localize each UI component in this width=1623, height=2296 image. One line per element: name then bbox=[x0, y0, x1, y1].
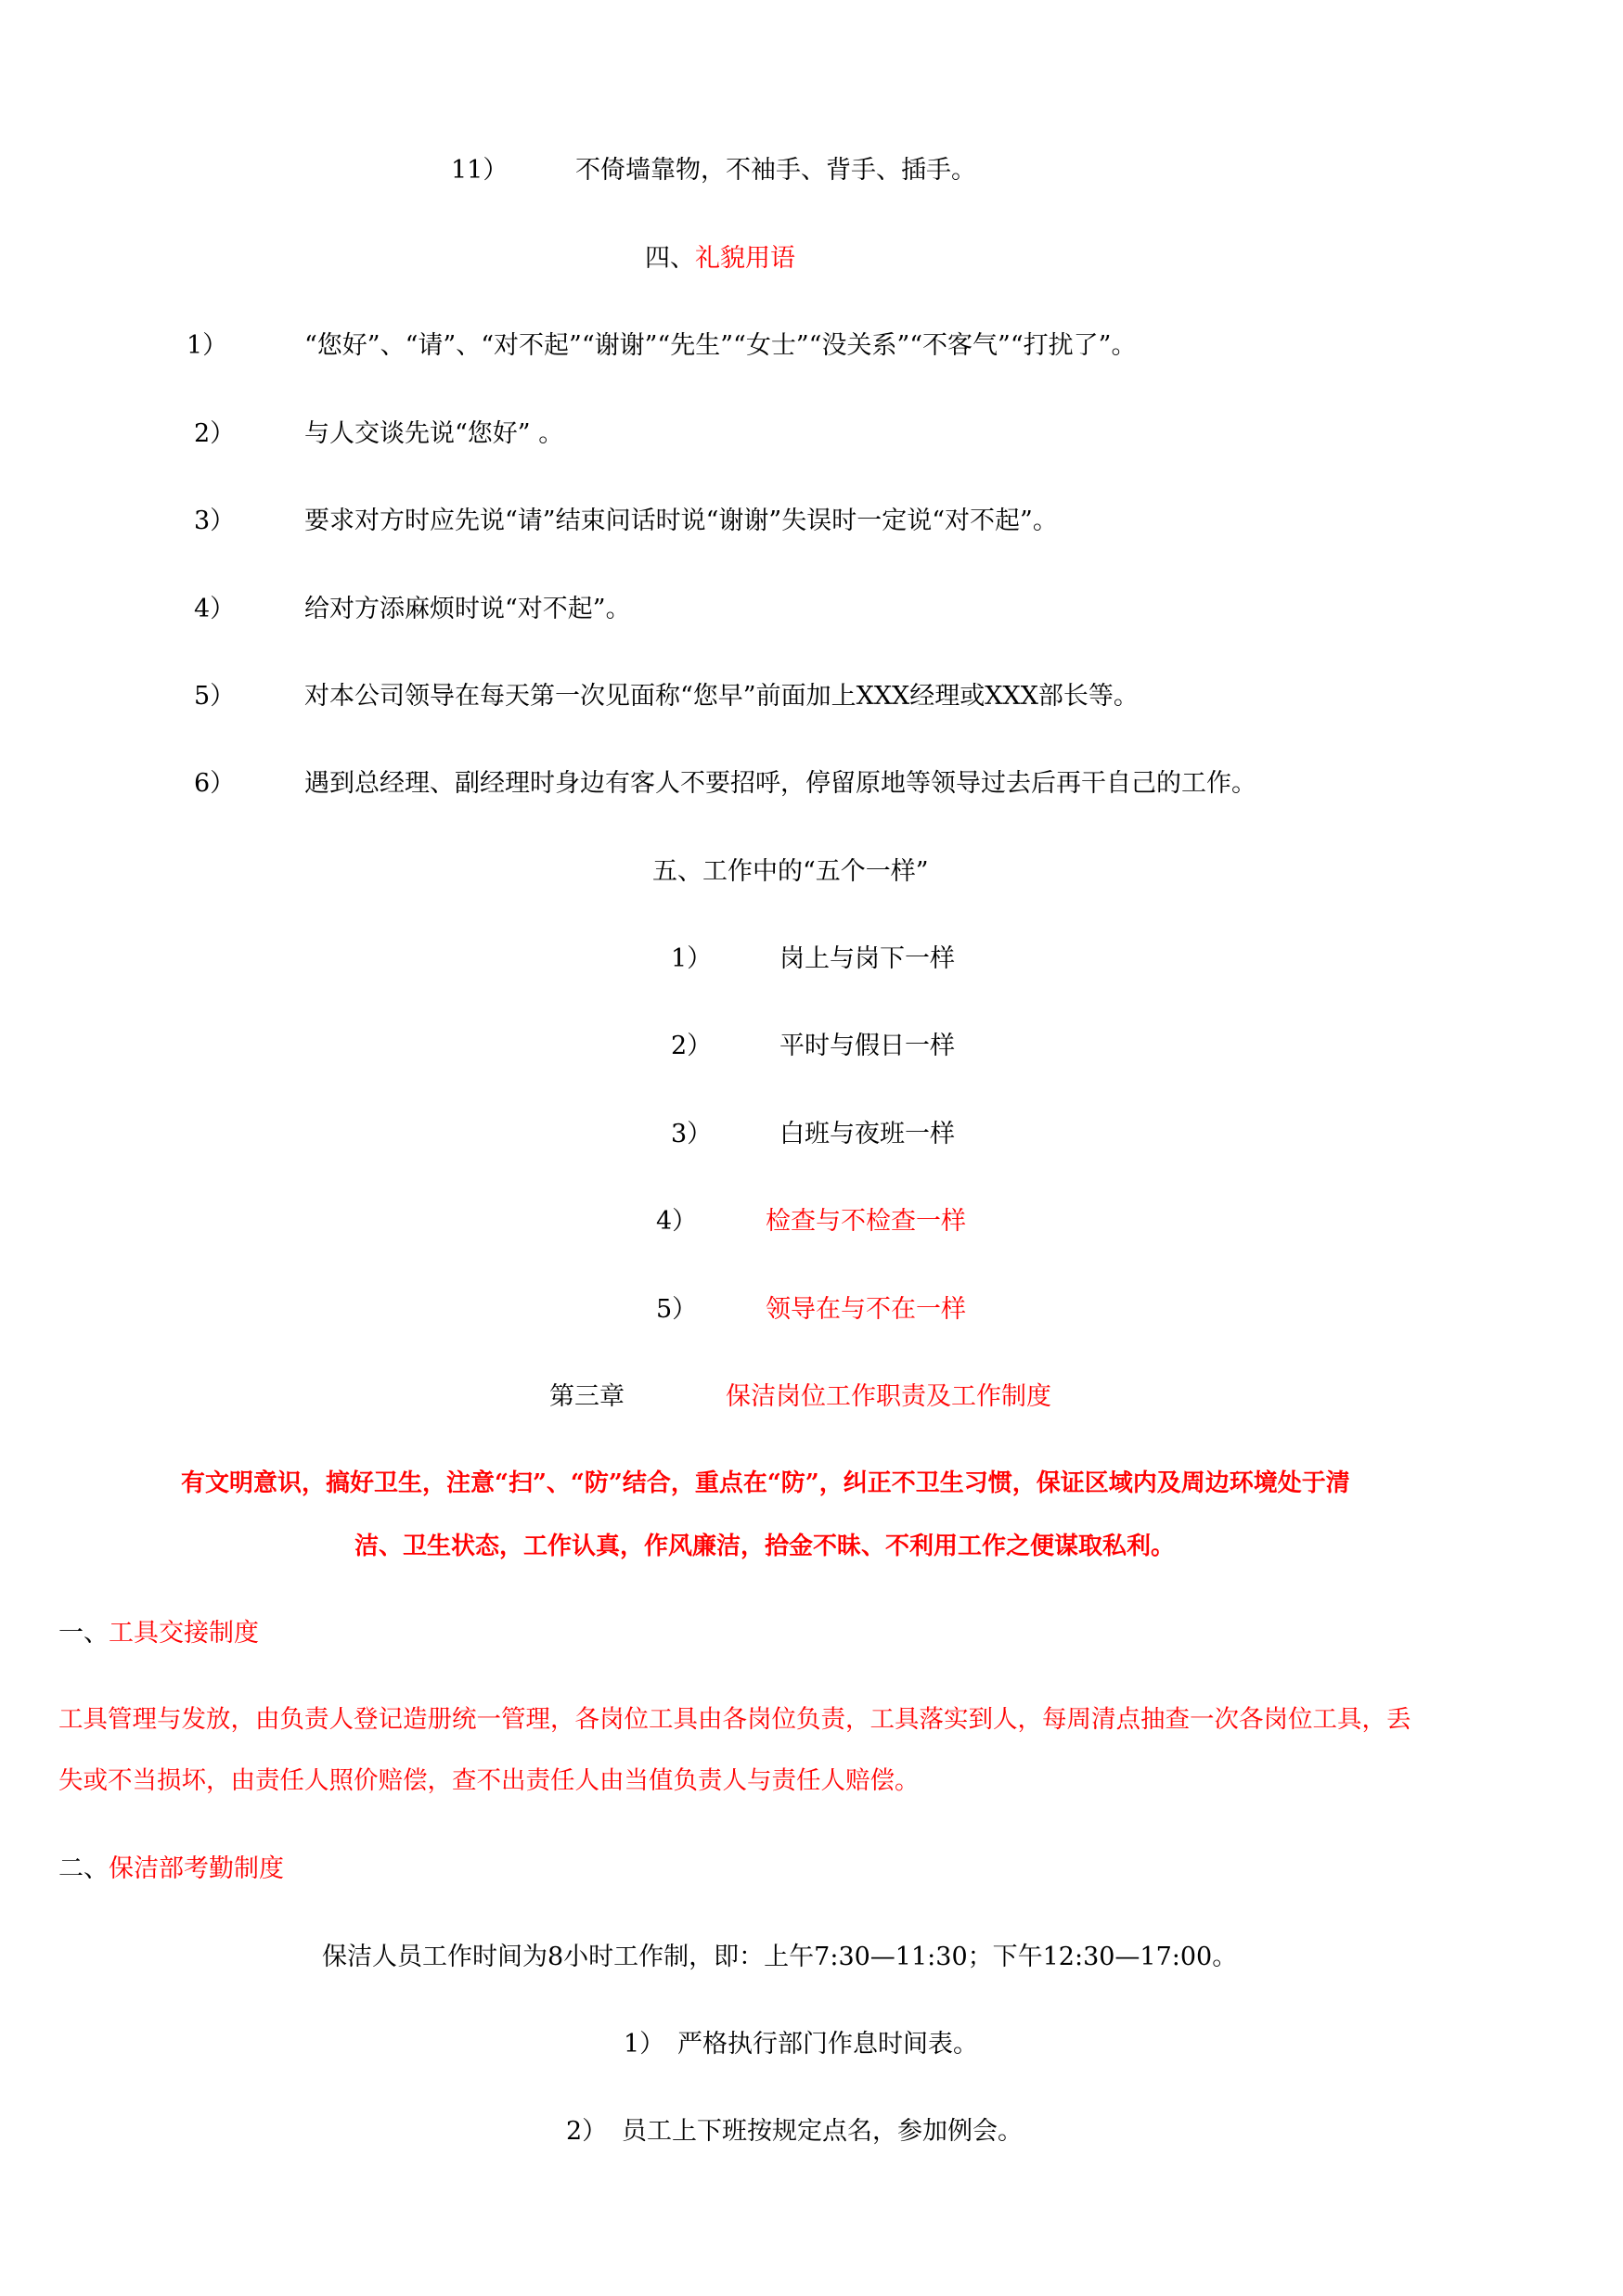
section-heading bbox=[652, 859, 929, 884]
item-number: 5） bbox=[656, 1295, 698, 1324]
heading-title: 五、工作中的“五个一样” bbox=[652, 857, 929, 886]
item-number: 6） bbox=[194, 769, 236, 798]
item-number: 1） bbox=[624, 2030, 665, 2059]
paragraph-line: 工具管理与发放，由负责人登记造册统一管理，各岗位工具由各岗位负责，工具落实到人，每周清点抽查一次各岗位工具，丢 bbox=[58, 1705, 1411, 1734]
section-heading bbox=[645, 246, 795, 271]
item-text: 检查与不检查一样 bbox=[766, 1207, 966, 1236]
item-text: 员工上下班按规定点名，参加例会。 bbox=[622, 2117, 1023, 2146]
heading-prefix: 四、 bbox=[645, 244, 695, 273]
section-heading bbox=[58, 1621, 259, 1646]
item-text: 领导在与不在一样 bbox=[766, 1295, 966, 1324]
paragraph-line: 保洁人员工作时间为8小时工作制，即：上午7:30—11:30；下午12:30—17:00。 bbox=[322, 1943, 1238, 1971]
heading-title: 保洁部考勤制度 bbox=[109, 1854, 284, 1883]
item-text: 严格执行部门作息时间表。 bbox=[677, 2030, 978, 2059]
chapter-label: 第三章 bbox=[549, 1382, 625, 1411]
item-number: 2） bbox=[194, 419, 236, 448]
item-number: 2） bbox=[566, 2117, 608, 2146]
item-text: 岗上与岗下一样 bbox=[779, 944, 955, 973]
heading-title: 礼貌用语 bbox=[695, 244, 795, 273]
heading-title: 工具交接制度 bbox=[109, 1619, 259, 1648]
item-text: 遇到总经理、副经理时身边有客人不要招呼，停留原地等领导过去后再干自己的工作。 bbox=[304, 769, 1256, 798]
item-text: 要求对方时应先说“请”结束问话时说“谢谢”失误时一定说“对不起”。 bbox=[304, 507, 1058, 535]
item-text: 与人交谈先说“您好” 。 bbox=[304, 419, 564, 448]
intro-paragraph-line: 有文明意识，搞好卫生，注意“扫”、“防”结合，重点在“防”，纠正不卫生习惯，保证区域内及周边环境处于清 bbox=[181, 1469, 1350, 1497]
paragraph-line: 失或不当损坏，由责任人照价赔偿，查不出责任人由当值负责人与责任人赔偿。 bbox=[58, 1766, 920, 1795]
item-text: 白班与夜班一样 bbox=[779, 1120, 955, 1148]
item-number: 3） bbox=[194, 507, 236, 535]
heading-prefix: 一、 bbox=[58, 1619, 109, 1648]
chapter-title: 保洁岗位工作职责及工作制度 bbox=[726, 1382, 1051, 1411]
item-text: 给对方添麻烦时说“对不起”。 bbox=[304, 595, 631, 623]
item-number: 4） bbox=[656, 1207, 698, 1236]
item-text: 对本公司领导在每天第一次见面称“您早”前面加上XXX经理或XXX部长等。 bbox=[304, 682, 1139, 711]
item-number: 3） bbox=[671, 1120, 713, 1148]
item-number: 2） bbox=[671, 1032, 713, 1060]
item-number: 1） bbox=[671, 944, 713, 973]
item-text: 不倚墙靠物，不袖手、背手、插手。 bbox=[575, 156, 976, 185]
heading-prefix: 二、 bbox=[58, 1854, 109, 1883]
item-number: 4） bbox=[194, 595, 236, 623]
item-text: 平时与假日一样 bbox=[779, 1032, 955, 1060]
item-number: 5） bbox=[194, 682, 236, 711]
item-number: 1） bbox=[187, 331, 228, 360]
intro-paragraph-line: 洁、卫生状态，工作认真，作风廉洁，拾金不昧、不利用工作之便谋取私利。 bbox=[354, 1533, 1176, 1560]
section-heading bbox=[58, 1856, 284, 1881]
item-text: “您好”、“请”、“对不起”“谢谢”“先生”“女士”“没关系”“不客气”“打扰了”。 bbox=[304, 331, 1137, 360]
item-number: 11） bbox=[451, 156, 509, 185]
